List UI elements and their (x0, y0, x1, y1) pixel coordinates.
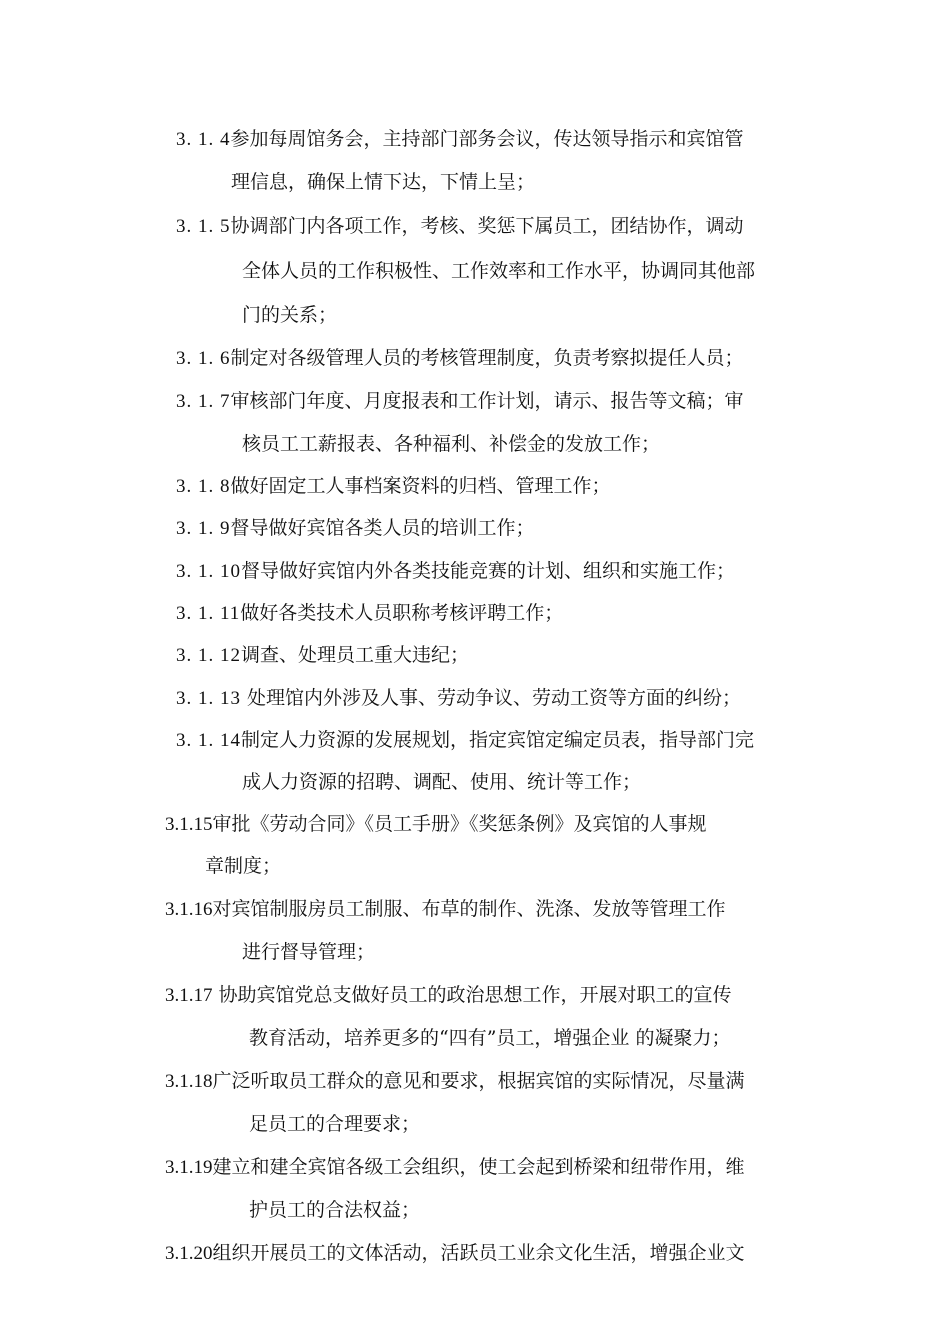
item-text: 审核部门年度、月度报表和工作计划，请示、报告等文稿；审 (230, 390, 744, 412)
item-text: 组织开展员工的文体活动，活跃员工业余文化生活，增强企业文 (212, 1242, 745, 1264)
item-continuation-line: 护员工的合法权益； (249, 1199, 421, 1221)
item-number: 3. 1. 14 (176, 730, 241, 751)
item-text: 协助宾馆党总支做好员工的政治思想工作，开展对职工的宣传 (212, 984, 732, 1006)
item-text: 督导做好宾馆内外各类技能竞赛的计划、组织和实施工作； (241, 560, 736, 582)
item-text: 协调部门内各项工作，考核、奖惩下属员工，团结协作，调动 (230, 215, 744, 237)
item-continuation-line: 成人力资源的招聘、调配、使用、统计等工作； (242, 771, 642, 793)
item-number: 3.1.16 (165, 899, 213, 920)
item-number: 3. 1. 5 (176, 216, 231, 237)
item-continuation-line: 全体人员的工作积极性、工作效率和工作水平，协调同其他部 (242, 260, 756, 282)
item-text: 处理馆内外涉及人事、劳动争议、劳动工资等方面的纠纷； (241, 687, 742, 709)
item-continuation-line: 核员工工薪报表、各种福利、补偿金的发放工作； (242, 433, 661, 455)
item-text: 制定对各级管理人员的考核管理制度，负责考察拟提任人员； (230, 347, 744, 369)
item-first-line (176, 214, 744, 238)
item-first-line (176, 728, 754, 752)
item-number: 3. 1. 8 (176, 476, 231, 497)
item-number: 3. 1. 6 (176, 348, 231, 369)
item-number: 3. 1. 7 (176, 391, 231, 412)
item-first-line (165, 1069, 745, 1093)
item-first-line (176, 516, 535, 540)
item-text: 督导做好宾馆各类人员的培训工作； (230, 517, 535, 539)
item-continuation-line: 进行督导管理； (242, 941, 376, 963)
item-number: 3. 1. 11 (176, 603, 241, 624)
item-first-line (176, 601, 563, 625)
item-number: 3. 1. 9 (176, 518, 231, 539)
item-text: 建立和建全宾馆各级工会组织，使工会起到桥梁和纽带作用，维 (212, 1156, 745, 1178)
item-first-line (165, 1155, 745, 1179)
item-text: 参加每周馆务会，主持部门部务会议，传达领导指示和宾馆管 (230, 128, 744, 150)
item-number: 3. 1. 10 (176, 561, 241, 582)
item-continuation-line: 门的关系； (242, 304, 338, 326)
item-number: 3.1.18 (165, 1071, 213, 1092)
item-number: 3. 1. 13 (176, 688, 241, 709)
item-first-line (165, 812, 707, 836)
item-first-line (176, 127, 744, 151)
item-number: 3.1.17 (165, 985, 213, 1006)
item-text: 制定人力资源的发展规划，指定宾馆定编定员表，指导部门完 (241, 729, 755, 751)
item-continuation-line: 教育活动，培养更多的“四有”员工，增强企业 的凝聚力； (249, 1027, 731, 1049)
item-number: 3. 1. 12 (176, 645, 241, 666)
item-text: 对宾馆制服房员工制服、布草的制作、洗涤、发放等管理工作 (212, 898, 726, 920)
item-first-line (165, 1241, 745, 1265)
item-first-line (176, 389, 744, 413)
item-number: 3.1.15 (165, 814, 213, 835)
item-number: 3.1.20 (165, 1243, 213, 1264)
item-first-line (176, 346, 744, 370)
item-first-line (176, 474, 611, 498)
item-first-line (165, 983, 732, 1007)
item-first-line (176, 559, 735, 583)
item-continuation-line: 章制度； (205, 855, 282, 877)
item-text: 广泛听取员工群众的意见和要求，根据宾馆的实际情况，尽量满 (212, 1070, 745, 1092)
item-text: 审批《劳动合同》《员工手册》《奖惩条例》及宾馆的人事规 (212, 813, 707, 835)
item-first-line (176, 643, 469, 667)
item-text: 调查、处理员工重大违纪； (241, 644, 470, 666)
item-continuation-line: 足员工的合理要求； (249, 1113, 421, 1135)
item-text: 做好固定工人事档案资料的归档、管理工作； (230, 475, 611, 497)
item-continuation-line: 理信息，确保上情下达，下情上呈； (231, 171, 536, 193)
item-text: 做好各类技术人员职称考核评聘工作； (240, 602, 564, 624)
item-number: 3. 1. 4 (176, 129, 231, 150)
item-first-line (176, 686, 741, 710)
item-number: 3.1.19 (165, 1157, 213, 1178)
item-first-line (165, 897, 726, 921)
